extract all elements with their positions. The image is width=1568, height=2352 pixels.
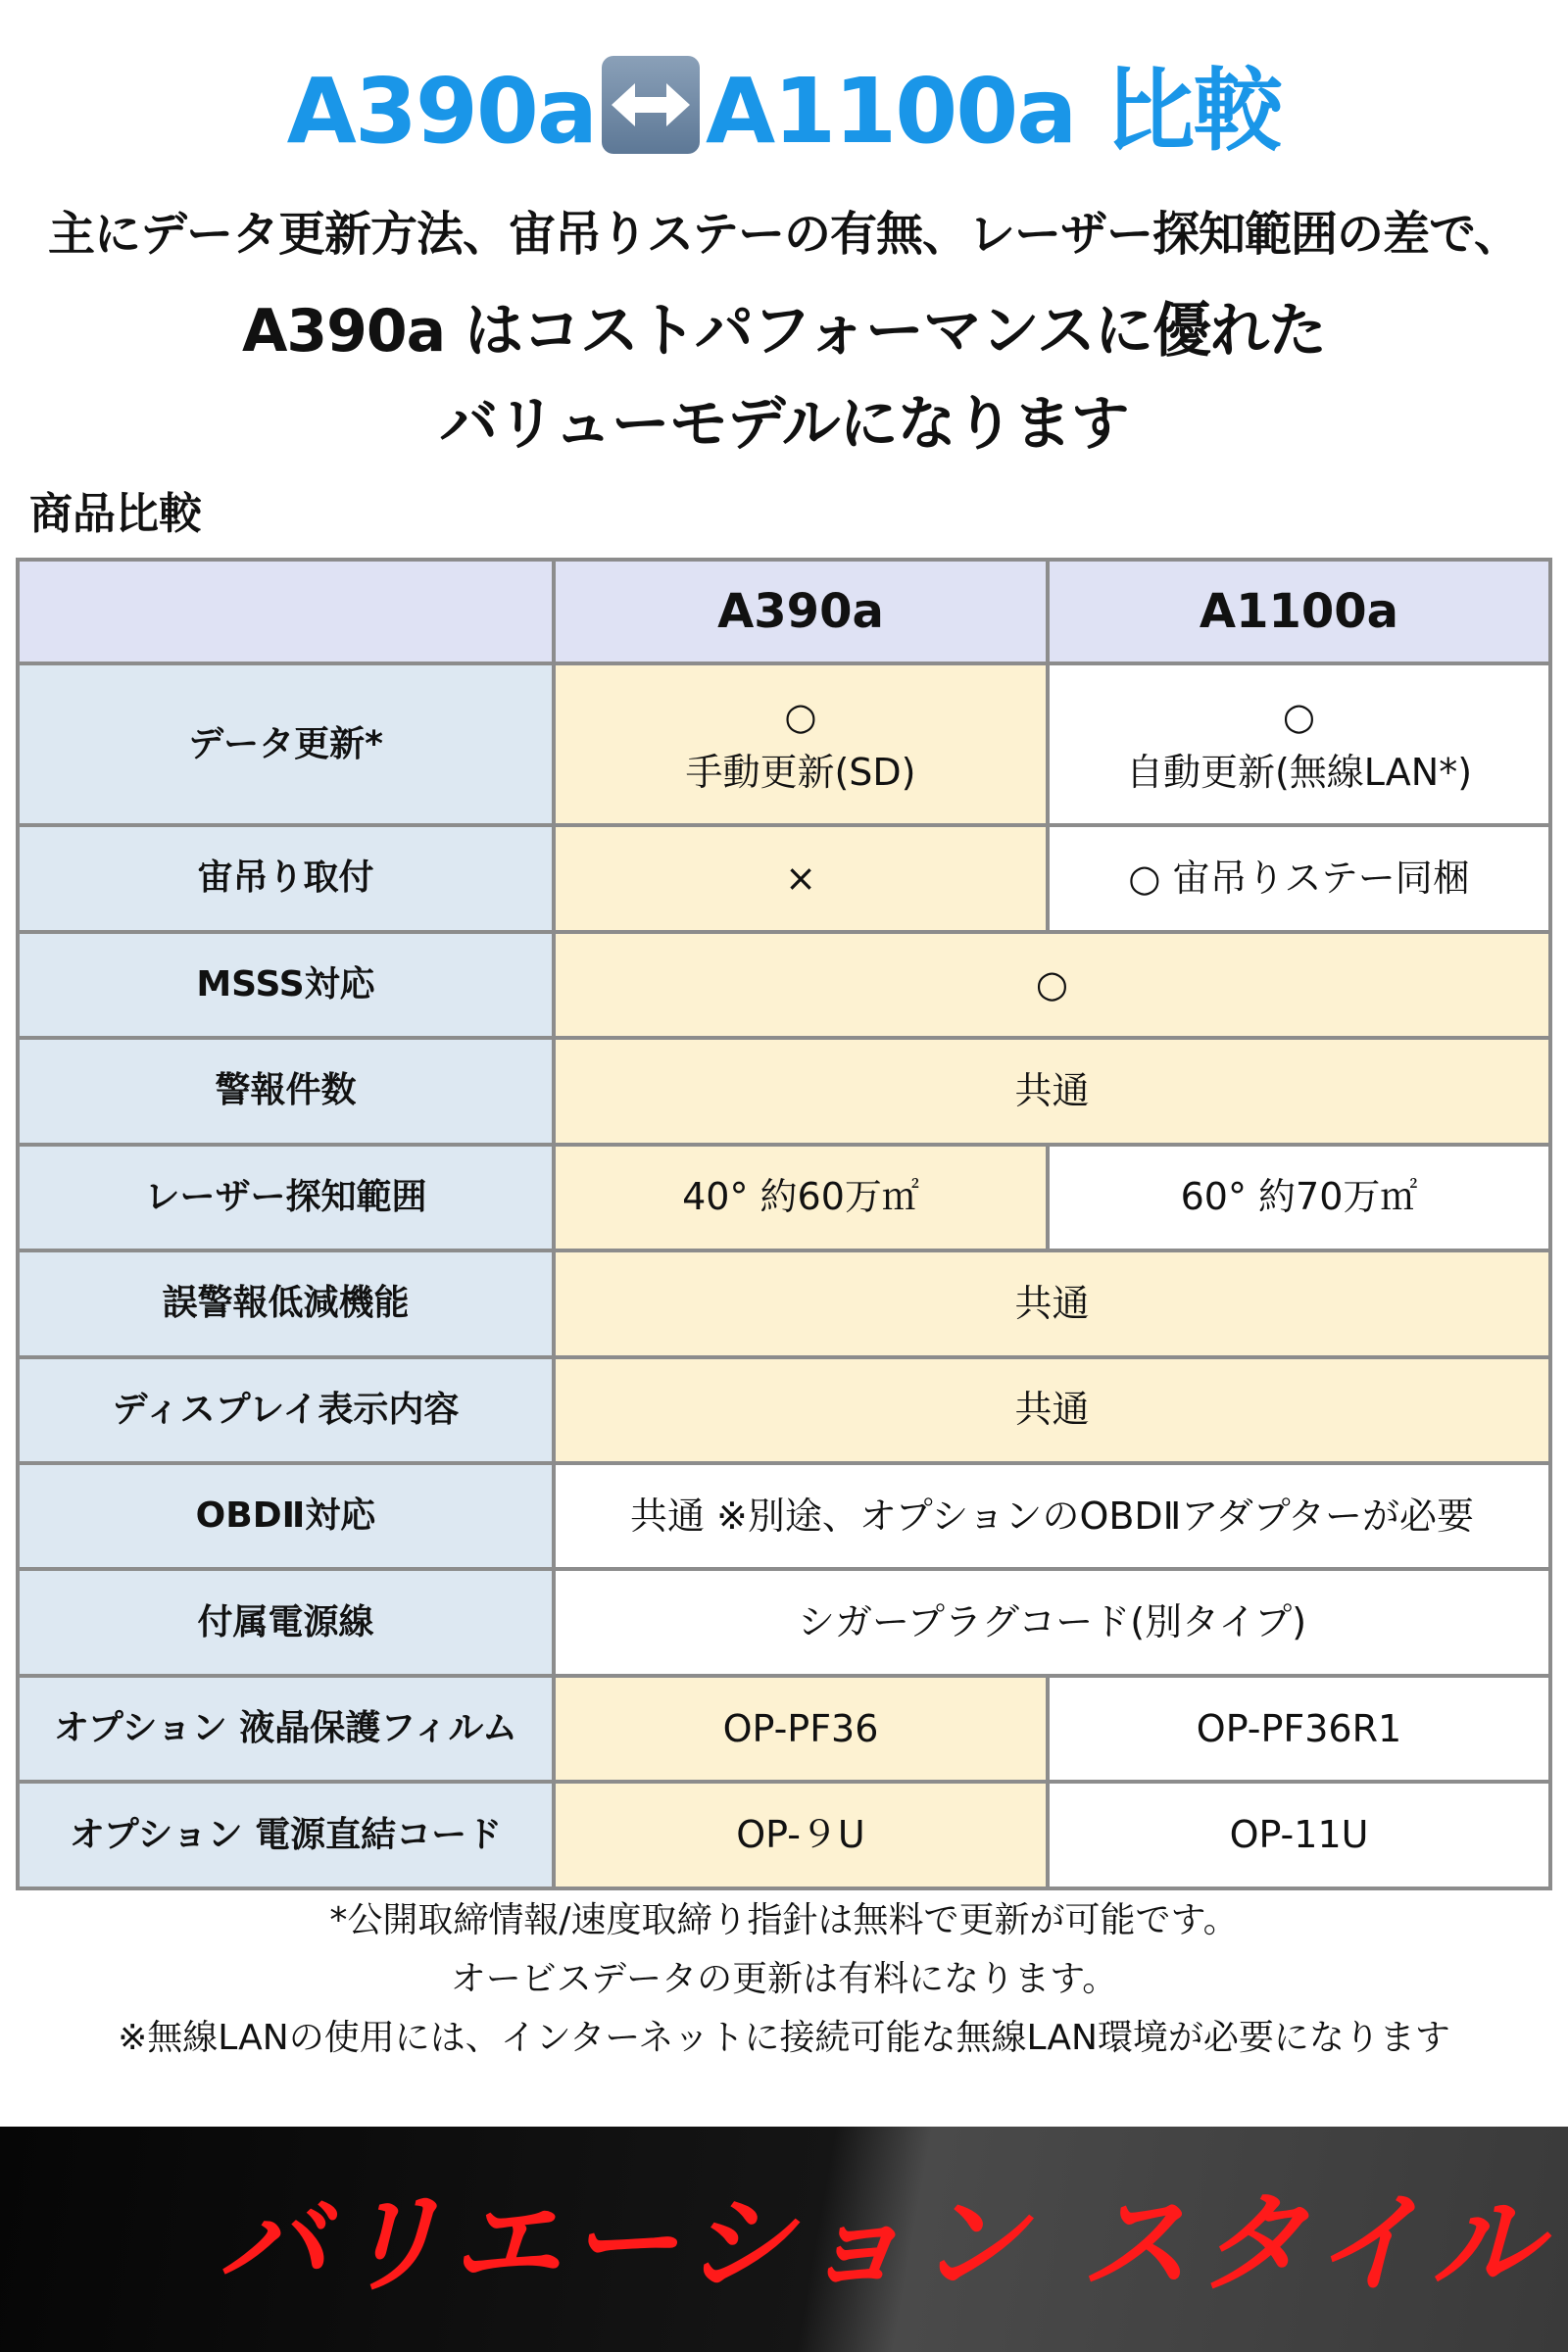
- cell-mark: ○: [784, 694, 817, 738]
- header-model-b: A1100a: [1048, 560, 1550, 663]
- table-row: [18, 1250, 1550, 1356]
- cell-text: 手動更新(SD): [685, 750, 916, 794]
- table-row: [18, 1782, 1550, 1888]
- cell-common: ○: [554, 932, 1550, 1038]
- row-label: オプション 電源直結コード: [18, 1782, 554, 1888]
- footnotes: [0, 1891, 1568, 2068]
- cell-common: シガープラグコード(別タイプ): [554, 1569, 1550, 1675]
- table-row: [18, 1463, 1550, 1569]
- row-label: オプション 液晶保護フィルム: [18, 1676, 554, 1782]
- bottom-banner: [0, 2127, 1568, 2352]
- cell-common: 共通 ※別途、オプションのOBDⅡアダプターが必要: [554, 1463, 1550, 1569]
- cell-a: OP-PF36: [554, 1676, 1048, 1782]
- table-row: [18, 1676, 1550, 1782]
- intro-line-1: 主にデータ更新方法、宙吊りステーの有無、レーザー探知範囲の差で、: [47, 207, 1521, 262]
- cell-common: 共通: [554, 1250, 1550, 1356]
- cell-b: OP-11U: [1048, 1782, 1550, 1888]
- cell-b: [1048, 663, 1550, 825]
- row-label: レーザー探知範囲: [18, 1145, 554, 1250]
- footnote-line-3: ※無線LANの使用には、インターネットに接続可能な無線LAN環境が必要になります: [118, 2018, 1450, 2058]
- cell-text: 自動更新(無線LAN*): [1125, 750, 1473, 794]
- row-label: 警報件数: [18, 1038, 554, 1144]
- intro-line-2: A390a はコストパフォーマンスに優れた: [241, 297, 1327, 366]
- row-label: 宙吊り取付: [18, 825, 554, 931]
- cell-common: 共通: [554, 1357, 1550, 1463]
- banner-text: バリエーション スタイル: [217, 2180, 1548, 2308]
- table-row: [18, 1357, 1550, 1463]
- title-model-a: A390a: [286, 59, 596, 164]
- table-row: [18, 825, 1550, 931]
- cell-mark: ○: [1282, 694, 1316, 738]
- table-row: [18, 1038, 1550, 1144]
- cell-a: ×: [554, 825, 1048, 931]
- cell-b: OP-PF36R1: [1048, 1676, 1550, 1782]
- cell-b: 60° 約70万㎡: [1048, 1145, 1550, 1250]
- row-label: MSSS対応: [18, 932, 554, 1038]
- table-header-row: [18, 560, 1550, 663]
- section-title: 商品比較: [29, 489, 202, 539]
- page-title: [0, 39, 1568, 169]
- comparison-table: [16, 558, 1552, 1890]
- row-label: 誤警報低減機能: [18, 1250, 554, 1356]
- row-label: 付属電源線: [18, 1569, 554, 1675]
- row-label: データ更新*: [18, 663, 554, 825]
- cell-a: 40° 約60万㎡: [554, 1145, 1048, 1250]
- row-label: ディスプレイ表示内容: [18, 1357, 554, 1463]
- title-model-b: A1100a 比較: [705, 59, 1282, 164]
- table-row: [18, 932, 1550, 1038]
- header-blank-cell: [18, 560, 554, 663]
- intro-line-3: バリューモデルになります: [439, 390, 1129, 459]
- footnote-line-2: オービスデータの更新は有料になります。: [450, 1959, 1118, 1999]
- table-row: [18, 1569, 1550, 1675]
- cell-a: OP-９U: [554, 1782, 1048, 1888]
- header-model-a: A390a: [554, 560, 1048, 663]
- cell-common: 共通: [554, 1038, 1550, 1144]
- table-row: [18, 1145, 1550, 1250]
- table-row: [18, 663, 1550, 825]
- cell-b: ○ 宙吊りステー同梱: [1048, 825, 1550, 931]
- row-label: OBDⅡ対応: [18, 1463, 554, 1569]
- cell-a: [554, 663, 1048, 825]
- left-right-arrow-icon: [602, 56, 700, 154]
- footnote-line-1: *公開取締情報/速度取締り指針は無料で更新が可能です。: [329, 1900, 1239, 1940]
